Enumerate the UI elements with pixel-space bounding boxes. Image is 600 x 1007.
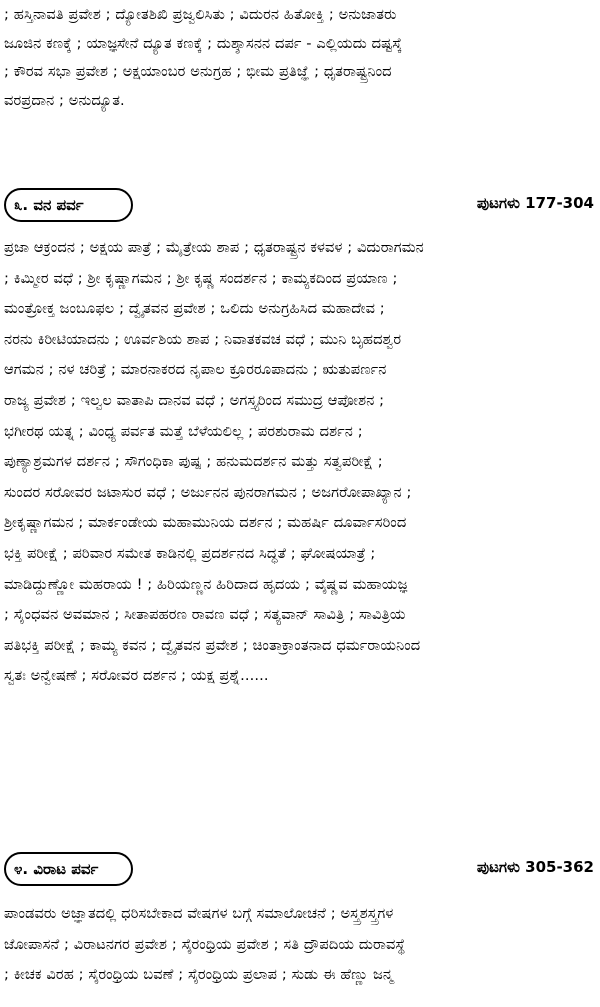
text-line: ಜೂಜಿನ ಕಣಕ್ಕೆ ; ಯಾಜ್ಞಸೇನೆ ದ್ಯೂತ ಕಣಕ್ಕೆ ; ದುಶ್ಶಾಸನನ ದರ್ಪ - ಎಲ್ಲಿಯದು ದಷ್ಟಸ್ಕೆ [4,34,403,52]
text-line: ; ಕೌರವ ಸಭಾ ಪ್ರವೇಶ ; ಅಕ್ಷಯಾಂಬರ ಅನುಗ್ರಹ ; ಭೀಮ ಪ್ರತಿಜ್ಞೆ ; ಧೃತರಾಷ್ಟ್ರನಿಂದ [4,63,392,81]
text-line: ಪತಿಭಕ್ತಿ ಪರೀಕ್ಷೆ ; ಕಾಮ್ಯ ಕವನ ; ದ್ವೈತವನ ಪ್ರವೇಶ ; ಚಿಂತಾಕ್ರಾಂತನಾದ ಧರ್ಮರಾಯನಿಂದ [4,636,421,654]
section-header-virata [4,852,596,888]
section-title-pill [4,188,133,222]
text-line: ಮಾಡಿದ್ದುಣ್ಣೋ ಮಹರಾಯ ! ; ಹಿರಿಯಣ್ಣನ ಹಿರಿದಾದ ಹೃದಯ ; ವೈಷ್ಣವ ಮಹಾಯಜ್ಞ [4,575,408,593]
text-line: ರಾಜ್ಯ ಪ್ರವೇಶ ; ಇಲ್ವಲ ವಾತಾಪಿ ದಾನವ ವಧೆ ; ಅಗಸ್ತ್ಯರಿಂದ ಸಮುದ್ರ ಆಪೋಶನ ; [4,391,385,409]
text-line: ; ಹಸ್ತಿನಾವತಿ ಪ್ರವೇಶ ; ದ್ಯೋತಶಿಖಿ ಪ್ರಜ್ವಲಿಸಿತು ; ವಿದುರನ ಹಿತೋಕ್ತಿ ; ಅನುಜಾತರು [4,6,397,23]
section-title: ೩. ವನ ಪರ್ವ [14,196,84,214]
text-line: ನರನು ಕಿರೀಟಿಯಾದನು ; ಊರ್ವಶಿಯ ಶಾಪ ; ನಿವಾತಕವಚ ವಧೆ ; ಮುನಿ ಬೃಹದಶ್ವರ [4,330,402,348]
section-title: ೪. ವಿರಾಟ ಪರ್ವ [14,860,99,878]
text-line: ವರಪ್ರದಾನ ; ಅನುದ್ಯೂತ. [4,91,125,109]
text-line: ಪುಣ್ಯಾಶ್ರಮಗಳ ದರ್ಶನ ; ಸೌಗಂಧಿಕಾ ಪುಷ್ಪ ; ಹನುಮದರ್ಶನ ಮತ್ತು ಸತ್ವಪರೀಕ್ಷೆ ; [4,453,383,471]
text-line: ; ಸೈಂಧವನ ಅವಮಾನ ; ಸೀತಾಪಹರಣ ರಾವಣ ವಧೆ ; ಸತ್ಯವಾನ್ ಸಾವಿತ್ರಿ ; ಸಾವಿತ್ರಿಯ [4,606,406,624]
text-line: ಸುಂದರ ಸರೋವರ ಜಟಾಸುರ ವಧೆ ; ಅರ್ಜುನನ ಪುನರಾಗಮನ ; ಅಜಗರೋಪಾಖ್ಯಾನ ; [4,483,412,501]
intro-paragraph [4,1,596,115]
section-title-pill [4,852,133,886]
text-line: ಭಗೀರಥ ಯತ್ನ ; ವಿಂಧ್ಯ ಪರ್ವತ ಮತ್ತೆ ಬೆಳೆಯಲಿಲ್ಲ ; ಪರಶುರಾಮ ದರ್ಶನ ; [4,422,363,440]
page-range: ಪುಟಗಳು 305-362 [476,858,594,876]
text-line: ಸ್ವತಃ ಅನ್ವೇಷಣೆ ; ಸರೋವರ ದರ್ಶನ ; ಯಕ್ಷ ಪ್ರಶ್ನೆ...... [4,667,269,685]
text-line: ಜೋಪಾಸನೆ ; ವಿರಾಟನಗರ ಪ್ರವೇಶ ; ಸೈರಂಧ್ರಿಯ ಪ್ರವೇಶ ; ಸತಿ ದ್ರೌಪದಿಯ ದುರಾವಸ್ಥೆ [4,935,406,953]
text-line: ಶ್ರೀಕೃಷ್ಣಾಗಮನ ; ಮಾರ್ಕಂಡೇಯ ಮಹಾಮುನಿಯ ದರ್ಶನ ; ಮಹರ್ಷಿ ದೂರ್ವಾಸರಿಂದ [4,514,407,532]
text-line: ಮಂತ್ರೋಕ್ತ ಜಂಬೂಫಲ ; ದ್ವೈತವನ ಪ್ರವೇಶ ; ಒಲಿದು ಅನುಗ್ರಹಿಸಿದ ಮಹಾದೇವ ; [4,300,385,318]
vana-paragraph [4,233,596,692]
text-line: ಪ್ರಜಾ ಆಕ್ರಂದನ ; ಅಕ್ಷಯ ಪಾತ್ರೆ ; ಮೈತ್ರೇಯ ಶಾಪ ; ಧೃತರಾಷ್ಟ್ರನ ಕಳವಳ ; ವಿದುರಾಗಮನ [4,239,424,256]
text-line: ಆಗಮನ ; ನಳ ಚರಿತ್ರೆ ; ಮಾರನಾಕರದ ನೃಪಾಲ ಕ್ರೂರರೂಪಾದನು ; ಋತುಪರ್ಣನ [4,361,387,379]
text-line: ಪಾಂಡವರು ಅಜ್ಞಾತದಲ್ಲಿ ಧರಿಸಬೇಕಾದ ವೇಷಗಳ ಬಗ್ಗೆ ಸಮಾಲೋಚನೆ ; ಅಸ್ತ್ರಶಸ್ತ್ರಗಳ [4,905,394,922]
section-header-vana [4,188,596,224]
text-line: ; ಕಿಮ್ಮೀರ ವಧೆ ; ಶ್ರೀ ಕೃಷ್ಣಾಗಮನ ; ಶ್ರೀ ಕೃಷ್ಣ ಸಂದರ್ಶನ ; ಕಾಮ್ಯಕದಿಂದ ಪ್ರಯಾಣ ; [4,269,398,287]
text-line: ಭಕ್ತಿ ಪರೀಕ್ಷೆ ; ಪರಿವಾರ ಸಮೇತ ಕಾಡಿನಲ್ಲಿ ಪ್ರದರ್ಶನದ ಸಿದ್ಧತೆ ; ಘೋಷಯಾತ್ರೆ ; [4,544,376,562]
page-range: ಪುಟಗಳು 177-304 [476,194,594,212]
text-line: ; ಕೀಚಕ ವಿರಹ ; ಸೈರಂಧ್ರಿಯ ಬವಣೆ ; ಸೈರಂಧ್ರಿಯ ಪ್ರಲಾಪ ; ಸುಡು ಈ ಹೆಣ್ಣು ಜನ್ಮ [4,966,394,984]
virata-paragraph [4,899,596,991]
